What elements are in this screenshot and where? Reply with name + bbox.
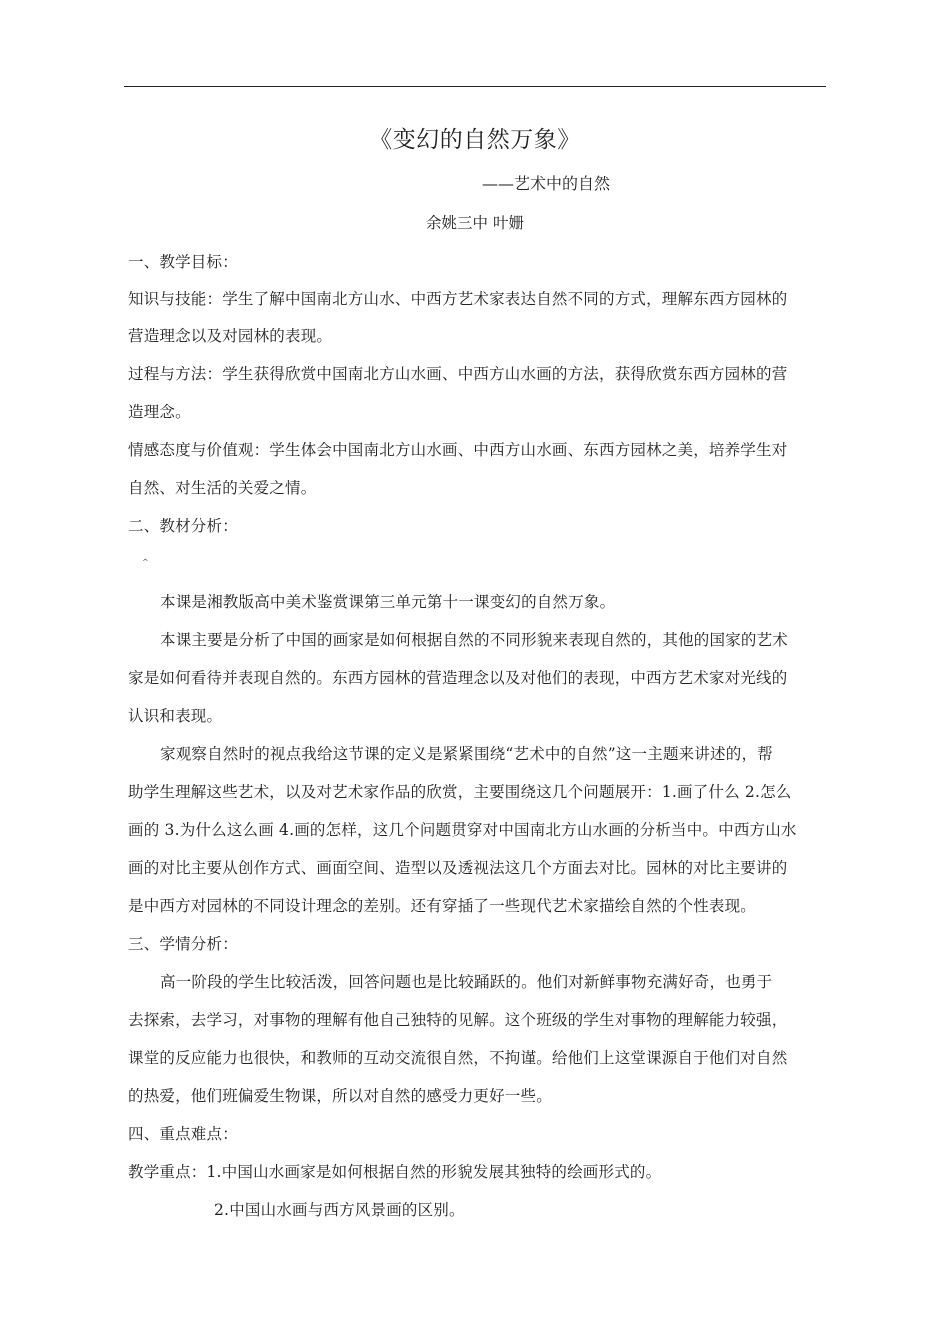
paragraph-line: 画的对比主要从创作方式、画面空间、造型以及透视法这几个方面去对比。园林的对比主要讲的: [128, 859, 788, 877]
section-heading-students: 三、学情分析：: [128, 935, 238, 953]
paragraph-line: 2.中国山水画与西方风景画的区别。: [214, 1201, 465, 1219]
paragraph-line: 情感态度与价值观：学生体会中国南北方山水画、中西方山水画、东西方园林之美，培养学生对: [128, 441, 788, 459]
paragraph-line: 家观察自然时的视点我给这节课的定义是紧紧围绕“艺术中的自然”这一主题来讲述的，帮: [160, 745, 773, 763]
small-caret-mark: ^: [142, 558, 149, 567]
section-heading-objectives: 一、教学目标：: [128, 253, 238, 271]
paragraph-line: 认识和表现。: [128, 707, 223, 725]
paragraph-line: 家是如何看待并表现自然的。东西方园林的营造理念以及对他们的表现，中西方艺术家对光线的: [128, 669, 788, 687]
paragraph-line: 本课是湘教版高中美术鉴赏课第三单元第十一课变幻的自然万象。: [160, 593, 616, 611]
paragraph-line: 课堂的反应能力也很快，和教师的互动交流很自然，不拘谨。给他们上这堂课源自于他们对自然: [128, 1049, 788, 1067]
paragraph-line: 造理念。: [128, 403, 191, 421]
paragraph-line: 教学重点：1.中国山水画家是如何根据自然的形貌发展其独特的绘画形式的。: [128, 1163, 662, 1181]
section-heading-textbook: 二、教材分析：: [128, 517, 238, 535]
paragraph-line: 去探索，去学习，对事物的理解有他自己独特的见解。这个班级的学生对事物的理解能力较强，: [128, 1011, 788, 1029]
paragraph-line: 营造理念以及对园林的表现。: [128, 327, 333, 345]
paragraph-line: 的热爱，他们班偏爱生物课，所以对自然的感受力更好一些。: [128, 1087, 552, 1105]
paragraph-line: 自然、对生活的关爱之情。: [128, 479, 317, 497]
paragraph-line: 画的 3.为什么这么画 4.画的怎样，这几个问题贯穿对中国南北方山水画的分析当中。中西方山水: [128, 821, 797, 839]
paragraph-line: 助学生理解这些艺术，以及对艺术家作品的欣赏，主要围绕这几个问题展开：1.画了什么 2.怎么: [128, 783, 792, 801]
header-rule: [124, 86, 826, 87]
paragraph-line: 是中西方对园林的不同设计理念的差别。还有穿插了一些现代艺术家描绘自然的个性表现。: [128, 897, 757, 915]
paragraph-line: 高一阶段的学生比较活泼，回答问题也是比较踊跃的。他们对新鲜事物充满好奇，也勇于: [160, 973, 773, 991]
paragraph-line: 知识与技能：学生了解中国南北方山水、中西方艺术家表达自然不同的方式，理解东西方园林的: [128, 290, 788, 308]
paragraph-line: 本课主要是分析了中国的画家是如何根据自然的不同形貌来表现自然的，其他的国家的艺术: [160, 631, 789, 649]
section-heading-key-points: 四、重点难点：: [128, 1125, 238, 1143]
author-line: 余姚三中 叶姗: [426, 214, 524, 232]
document-title: 《变幻的自然万象》: [369, 127, 581, 153]
document-subtitle: ——艺术中的自然: [482, 174, 611, 193]
paragraph-line: 过程与方法：学生获得欣赏中国南北方山水画、中西方山水画的方法，获得欣赏东西方园林的营: [128, 365, 788, 383]
